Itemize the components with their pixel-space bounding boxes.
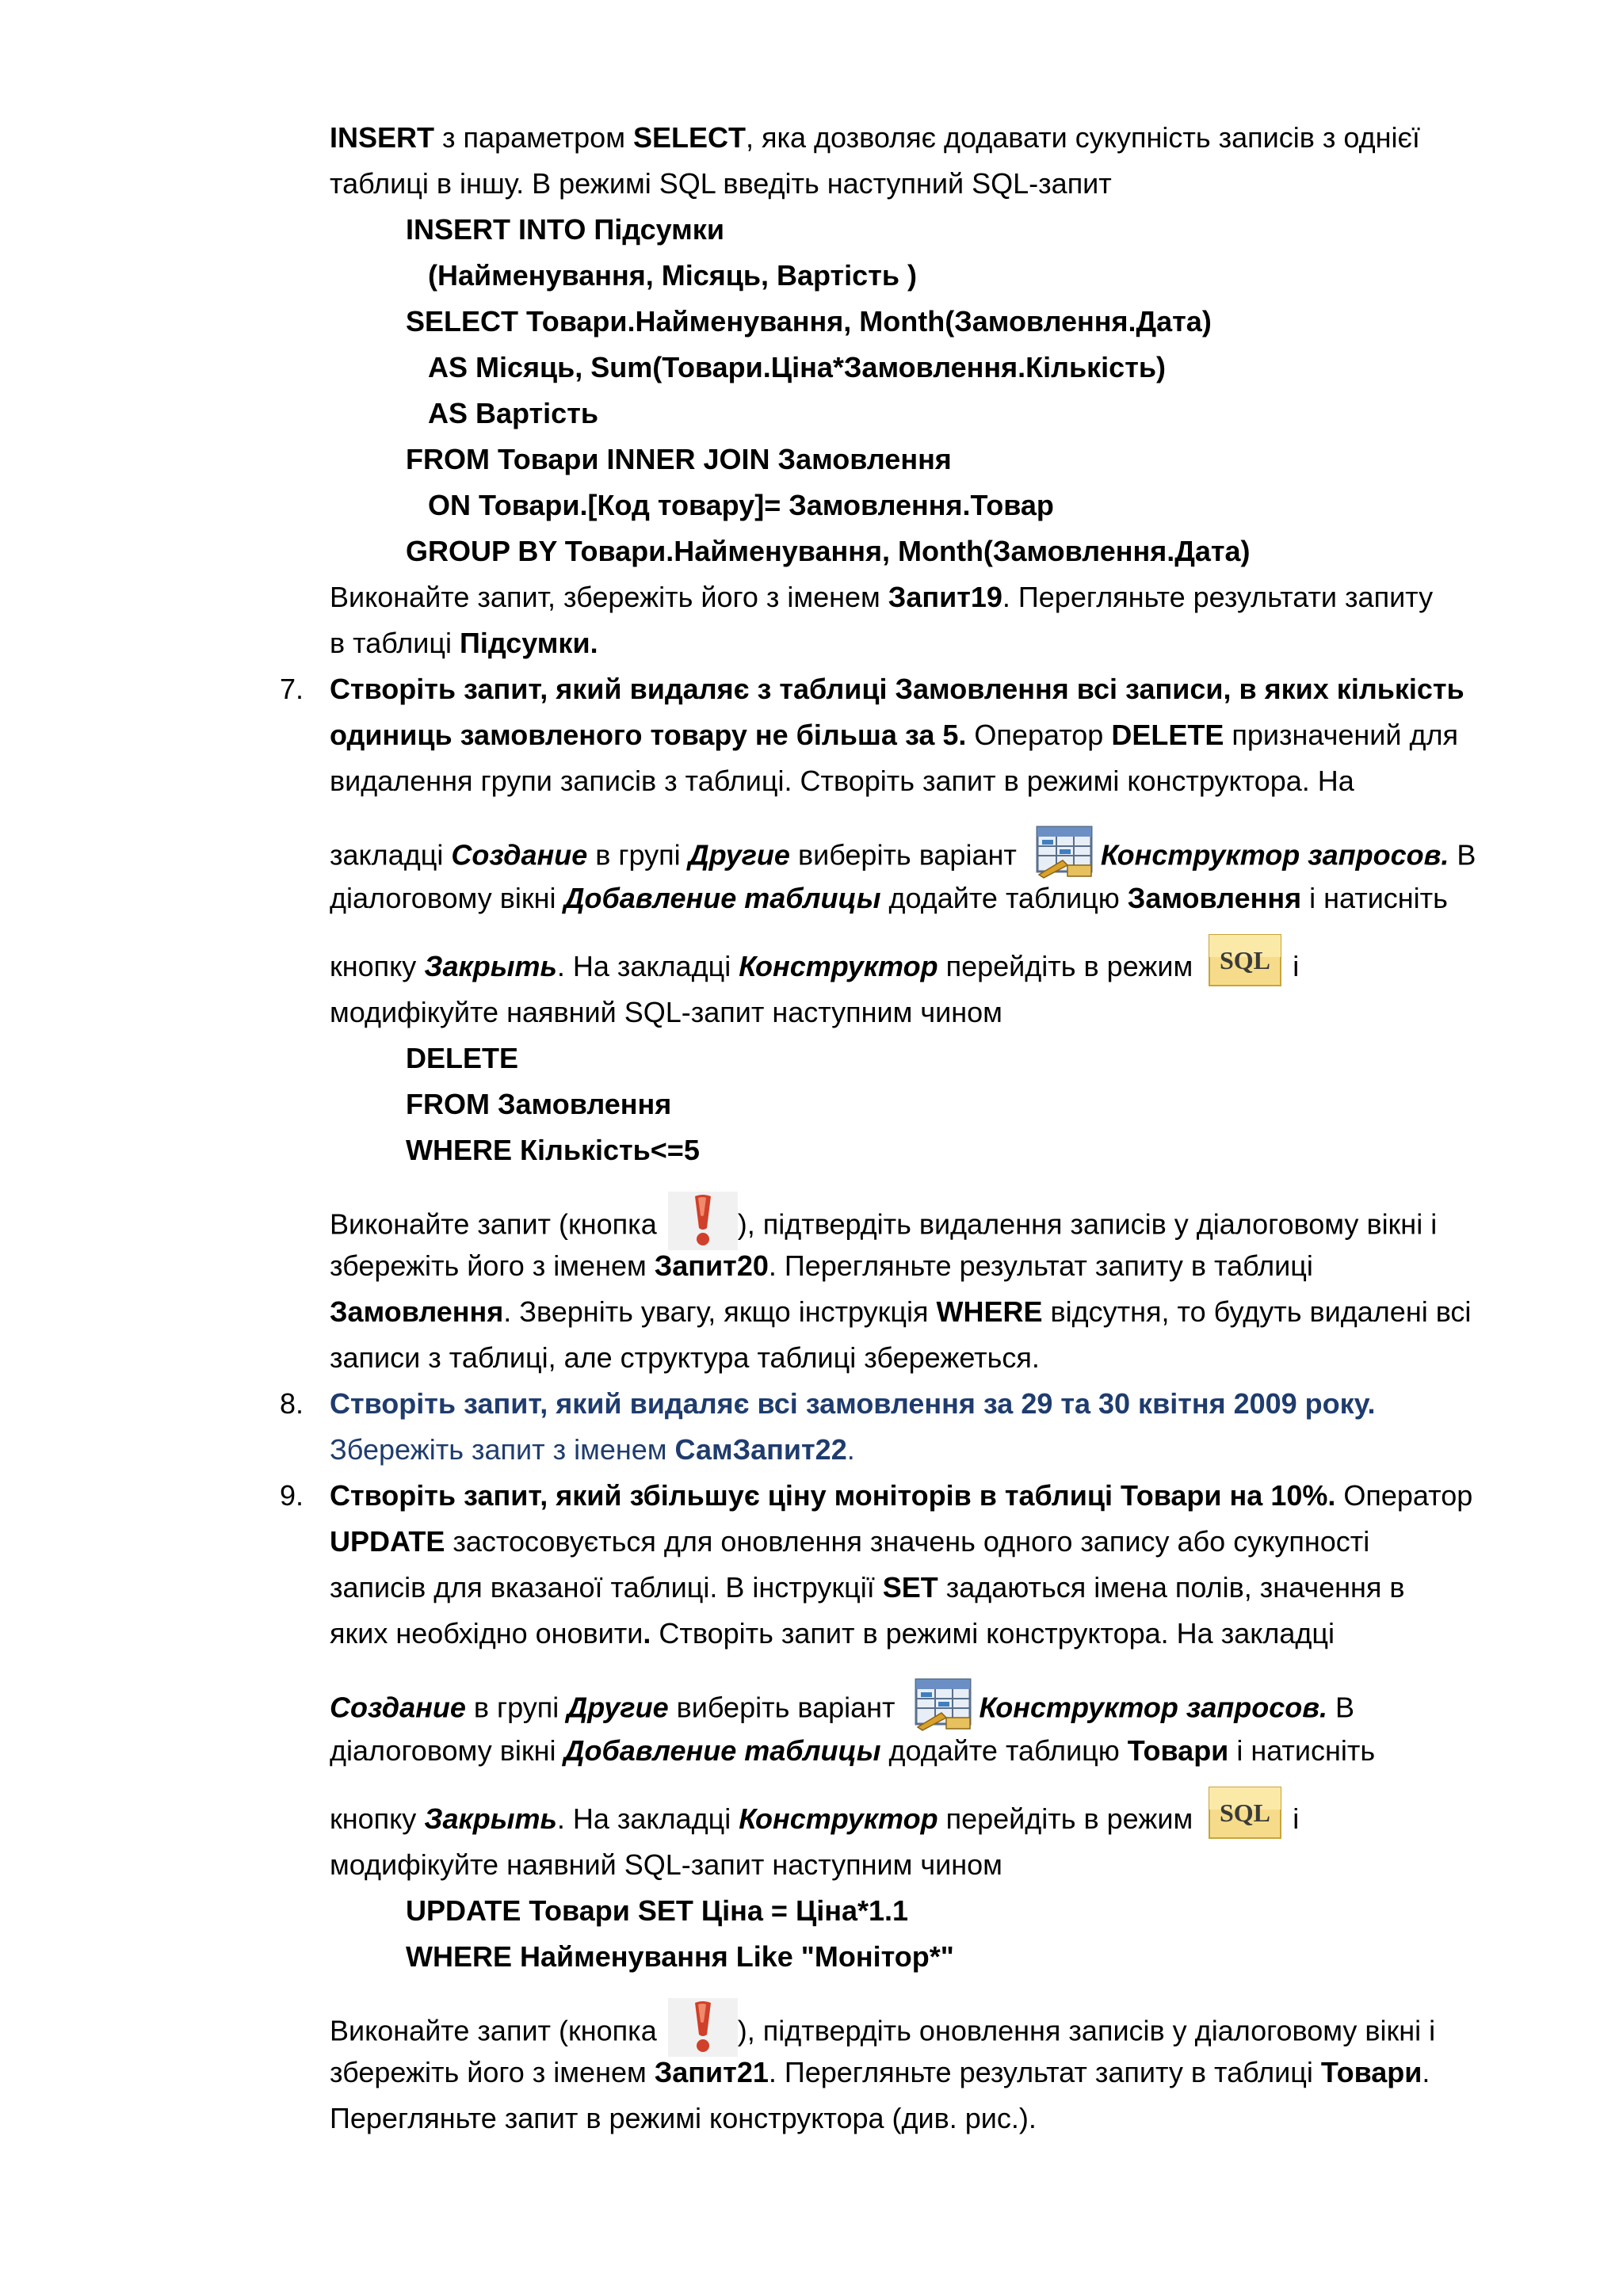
list-number: 9. (280, 1479, 304, 1512)
text-line: збережіть його з іменем Запит20. Перегляньте результат запиту в таблиці (330, 1249, 1313, 1282)
text-line: записів для вказаної таблиці. В інструкції SET задаються імена полів, значення в (330, 1571, 1405, 1604)
code-line: (Найменування, Місяць, Вартість ) (428, 259, 917, 292)
text-line: Перегляньте запит в режимі конструктора (див. рис.). (330, 2102, 1037, 2134)
code-line: DELETE (406, 1042, 519, 1074)
code-line: AS Вартість (428, 397, 598, 429)
text-line: Создание в групі Другие виберіть варіант Конструктор запросов. В (330, 1688, 1354, 1732)
code-line: FROM Замовлення (406, 1088, 672, 1120)
text-line: UPDATE застосовується для оновлення значень одного запису або сукупності (330, 1525, 1370, 1558)
code-line: ON Товари.[Код товару]= Замовлення.Товар (428, 489, 1054, 521)
text-line: Виконайте запит (кнопка ), підтвердіть видалення записів у діалоговому вікні і (330, 1203, 1437, 1250)
text-line: закладці Создание в групі Другие виберіть варіант Конструктор запросов. В (330, 835, 1476, 879)
text-line: Збережіть запит з іменем СамЗапит22. (330, 1433, 855, 1466)
text-line: модифікуйте наявний SQL-запит наступним чином (330, 1848, 1002, 1881)
task-heading: Створіть запит, який видаляє з таблиці Замовлення всі записи, в яких кількість (330, 673, 1465, 705)
sql-view-icon (1209, 1787, 1281, 1839)
query-designer-icon (1033, 826, 1096, 879)
run-exclamation-icon (668, 1998, 738, 2057)
text-line: діалоговому вікні Добавление таблицы додайте таблицю Товари і натисніть (330, 1734, 1376, 1767)
code-line: UPDATE Товари SET Ціна = Ціна*1.1 (406, 1894, 909, 1927)
text-line: діалоговому вікні Добавление таблицы додайте таблицю Замовлення і натисніть (330, 882, 1448, 914)
text-line: таблиці в іншу. В режимі SQL введіть наступний SQL-запит (330, 167, 1112, 200)
list-number: 7. (280, 673, 304, 705)
code-line: WHERE Кількість<=5 (406, 1134, 700, 1166)
text-line: в таблиці Підсумки. (330, 627, 598, 659)
list-number: 8. (280, 1387, 304, 1420)
text-line: Виконайте запит, збережіть його з іменем Запит19. Перегляньте результати запиту (330, 581, 1434, 613)
sql-view-icon (1209, 934, 1281, 986)
text-line: яких необхідно оновити. Створіть запит в режимі конструктора. На закладці (330, 1617, 1335, 1650)
svg-text:SQL: SQL (1220, 1798, 1271, 1828)
run-exclamation-icon (668, 1192, 738, 1250)
text-line: кнопку Закрыть. На закладці Конструктор перейдіть в режим SQL і (330, 1802, 1299, 1839)
text-line: INSERT з параметром SELECT, яка дозволяє додавати сукупність записів з однієї (330, 121, 1420, 154)
code-line: GROUP BY Товари.Найменування, Month(Замовлення.Дата) (406, 535, 1251, 567)
text-line: записи з таблиці, але структура таблиці збережеться. (330, 1341, 1040, 1374)
code-line: AS Місяць, Sum(Товари.Ціна*Замовлення.Кількість) (428, 351, 1166, 383)
task-heading: Створіть запит, який збільшує ціну моніторів в таблиці Товари на 10%. Оператор (330, 1479, 1473, 1512)
code-line: FROM Товари INNER JOIN Замовлення (406, 443, 952, 475)
code-line: WHERE Найменування Like "Монітор*" (406, 1940, 954, 1973)
text-line: Замовлення. Зверніть увагу, якщо інструкція WHERE відсутня, то будуть видалені всі (330, 1295, 1472, 1328)
task-heading: Створіть запит, який видаляє всі замовлення за 29 та 30 квітня 2009 року. (330, 1387, 1376, 1420)
code-line: SELECT Товари.Найменування, Month(Замовлення.Дата) (406, 305, 1212, 338)
code-line: INSERT INTO Підсумки (406, 213, 724, 246)
text-line: кнопку Закрыть. На закладці Конструктор перейдіть в режим SQL і (330, 949, 1299, 986)
text-line: одиниць замовленого товару не більша за 5. Оператор DELETE призначений для (330, 719, 1458, 751)
text-line: збережіть його з іменем Запит21. Перегляньте результат запиту в таблиці Товари. (330, 2056, 1430, 2088)
text-line: видалення групи записів з таблиці. Створіть запит в режимі конструктора. На (330, 765, 1354, 797)
text-line: модифікуйте наявний SQL-запит наступним чином (330, 996, 1002, 1028)
text-line: Виконайте запит (кнопка ), підтвердіть оновлення записів у діалоговому вікні і (330, 2009, 1435, 2057)
svg-text:SQL: SQL (1220, 946, 1271, 975)
query-designer-icon (911, 1678, 975, 1732)
